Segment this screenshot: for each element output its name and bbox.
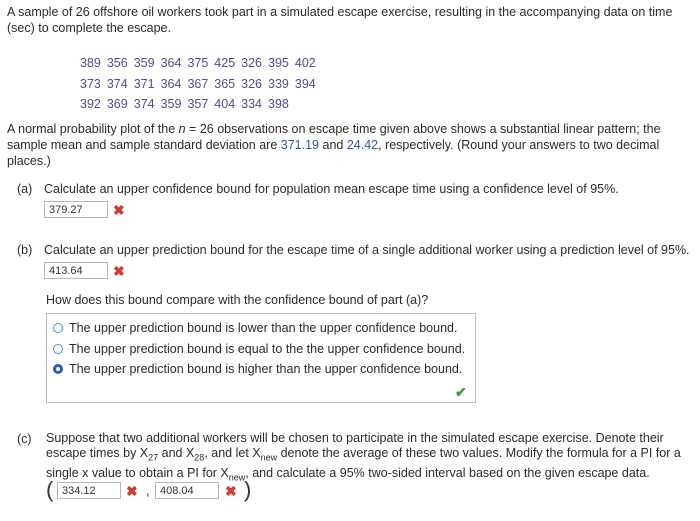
data-value: 395: [268, 56, 289, 70]
incorrect-icon: ✖: [113, 263, 125, 279]
data-value: 364: [160, 56, 182, 70]
data-value: 339: [268, 76, 289, 91]
part-a-answer-input[interactable]: 379.27: [44, 201, 108, 218]
data-value: 365: [214, 76, 236, 91]
interval-lower-input[interactable]: 334.12: [57, 482, 121, 499]
part-c-question: Suppose that two additional workers will be chosen to participate in the simulated escape exercise. Denote their escape times by $X_{27}$ and $X_{28}$, and let $X_{new}$ denote the average of these two values. Modify the formula for a PI for a single x value to obtain a PI for $X_{new}$, and calculate a 95% two-sided interval based on the given escape data.: [46, 431, 681, 482]
data-value: 425: [214, 56, 236, 70]
radio-unselected-icon[interactable]: [53, 323, 63, 333]
data-value: 326: [241, 76, 263, 91]
incorrect-icon: ✖: [126, 483, 138, 499]
data-value: 373: [80, 76, 101, 91]
data-value: 367: [187, 76, 209, 91]
data-value: 371: [133, 76, 155, 91]
data-value: 364: [160, 76, 182, 91]
part-b-answer-input[interactable]: 413.64: [44, 262, 108, 279]
data-value: 359: [133, 56, 155, 70]
correct-check-icon: ✔: [455, 384, 467, 400]
interval-upper-input[interactable]: 408.04: [155, 482, 219, 499]
data-value: 334: [241, 97, 263, 111]
open-paren: (: [46, 477, 54, 502]
part-a-question: Calculate an upper confidence bound for population mean escape time using a confidence level of 95%.: [44, 182, 619, 196]
incorrect-icon: ✖: [225, 483, 237, 499]
sample-sd: 24.42: [346, 138, 379, 152]
comma: ,: [146, 484, 150, 498]
comparison-choices: [46, 313, 476, 403]
choice-equal[interactable]: The upper prediction bound is equal to the the upper confidence bound.: [53, 340, 465, 358]
data-row-1: [80, 53, 322, 74]
part-b-question: Calculate an upper prediction bound for the escape time of a single additional worker using a prediction level of 95%.: [44, 243, 690, 257]
data-value: 398: [268, 97, 289, 111]
incorrect-icon: ✖: [113, 202, 125, 218]
data-value: 392: [80, 97, 101, 111]
data-value: 357: [187, 97, 209, 111]
part-b-label: (b): [17, 243, 33, 257]
part-c-label: (c): [17, 432, 32, 446]
sample-mean: 371.19: [280, 138, 320, 152]
radio-selected-icon[interactable]: [53, 364, 63, 374]
data-row-2: [80, 74, 322, 95]
data-value: 374: [133, 97, 155, 111]
data-value: 375: [187, 56, 209, 70]
data-value: 326: [241, 56, 263, 70]
data-value: 369: [106, 97, 128, 111]
data-value: 356: [106, 56, 128, 70]
data-value: 402: [294, 56, 316, 70]
close-paren: ): [244, 477, 252, 502]
data-row-3: [80, 94, 322, 115]
problem-statement: A normal probability plot of the n = 26 observations on escape time given above shows a substantial linear pattern; the sample mean and sample standard deviation are 371.19 and 24.42, respectively. (Round your answers to two decimal places.): [7, 122, 661, 168]
data-value: 404: [214, 97, 236, 111]
choice-higher[interactable]: The upper prediction bound is higher than the upper confidence bound.: [53, 360, 462, 378]
radio-unselected-icon[interactable]: [53, 344, 63, 354]
data-value: 394: [294, 76, 316, 91]
part-a-label: (a): [17, 182, 33, 196]
data-value: 359: [160, 97, 182, 111]
escape-time-data: [80, 53, 322, 115]
part-b-followup: How does this bound compare with the confidence bound of part (a)?: [46, 293, 429, 307]
data-value: 389: [80, 56, 101, 70]
choice-lower[interactable]: The upper prediction bound is lower than the upper confidence bound.: [53, 319, 457, 337]
data-value: 374: [106, 76, 128, 91]
problem-intro: A sample of 26 offshore oil workers took part in a simulated escape exercise, resulting in the accompanying data on time (sec) to complete the escape.: [7, 5, 673, 35]
